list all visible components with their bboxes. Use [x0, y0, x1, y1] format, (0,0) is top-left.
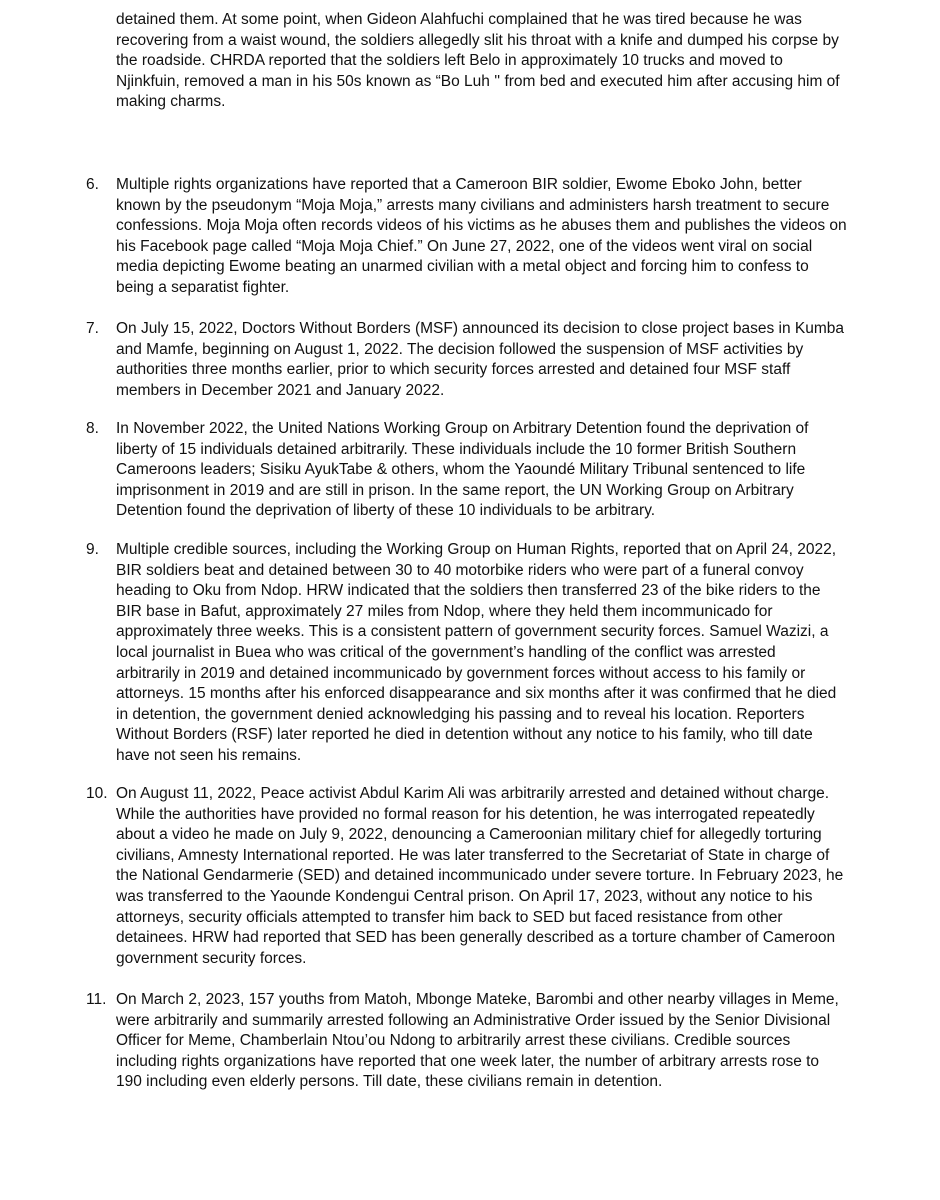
- list-item-number: 7.: [86, 320, 99, 337]
- paragraph-line: On March 2, 2023, 157 youths from Matoh, Mbonge Mateke, Barombi and other nearby villages in Meme,: [116, 991, 839, 1008]
- paragraph-line: were arbitrarily and summarily arrested following an Administrative Order issued by the Senior Divisional: [116, 1011, 831, 1029]
- paragraph-line: While the authorities have provided no formal reason for his detention, he was interrogated repeatedly: [116, 805, 815, 823]
- paragraph-line: Detention found the deprivation of liberty of these 10 individuals to be arbitrary.: [116, 502, 656, 520]
- paragraph-line: imprisonment in 2019 and are still in prison. In the same report, the UN Working Group on Arbitrary: [116, 481, 794, 499]
- paragraph-line: his Facebook page called “Moja Moja Chief.” On June 27, 2022, one of the videos went viral on social: [116, 237, 813, 255]
- list-item-text: [116, 990, 856, 1093]
- paragraph-line: civilians, Amnesty International reported. He was later transferred to the Secretariat of State in charge of: [116, 846, 830, 864]
- paragraph-line: have not seen his remains.: [116, 746, 302, 764]
- list-item-text: [116, 540, 856, 767]
- paragraph-line: Officer for Meme, Chamberlain Ntou’ou Ndong to arbitrarily arrest these civilians. Credible sources: [116, 1032, 791, 1050]
- paragraph-line: the roadside. CHRDA reported that the soldiers left Belo in approximately 10 trucks and moved to: [116, 52, 783, 70]
- list-item-text: [116, 419, 856, 522]
- paragraph-line: being a separatist fighter.: [116, 278, 290, 296]
- paragraph-line: In November 2022, the United Nations Working Group on Arbitrary Detention found the deprivation of: [116, 420, 809, 437]
- paragraph-line: Njinkfuin, removed a man in his 50s known as “Bo Luh '' from bed and executed him after accusing him of: [116, 72, 840, 90]
- paragraph-line: in detention, the government denied acknowledging his passing and to reveal his location. Reporters: [116, 705, 805, 723]
- paragraph-line: was transferred to the Yaounde Kondengui Central prison. On April 17, 2023, without any notice to his: [116, 887, 813, 905]
- list-item-number: 6.: [86, 176, 99, 193]
- paragraph-line: liberty of 15 individuals detained arbitrarily. These individuals include the 10 former British Southern: [116, 440, 797, 458]
- list-item-number: 11.: [86, 991, 107, 1008]
- list-item-text: [116, 784, 856, 969]
- paragraph-line: On August 11, 2022, Peace activist Abdul Karim Ali was arbitrarily arrested and detained without charge.: [116, 785, 830, 802]
- list-item-text: [116, 319, 856, 401]
- paragraph-line: 190 including even elderly persons. Till date, these civilians remain in detention.: [116, 1073, 663, 1091]
- paragraph-line: approximately three weeks. This is a consistent pattern of government security forces. Samuel Wazizi, a: [116, 623, 829, 641]
- paragraph-line: about a video he made on July 9, 2022, denouncing a Cameroonian military chief for allegedly torturing: [116, 826, 822, 844]
- paragraph-line: recovering from a waist wound, the soldiers allegedly slit his throat with a knife and dumped his corpse by: [116, 31, 839, 49]
- paragraph-line: BIR soldiers beat and detained between 30 to 40 motorbike riders who were part of a funeral convoy: [116, 561, 804, 579]
- paragraph-line: government security forces.: [116, 949, 307, 967]
- paragraph-line: BIR base in Bafut, approximately 27 miles from Ndop, where they held them incommunicado for: [116, 602, 773, 620]
- intro-paragraph: [116, 10, 856, 113]
- paragraph-line: confessions. Moja Moja often records videos of his victims as he abuses them and publishes the videos on: [116, 217, 847, 235]
- paragraph-line: known by the pseudonym “Moja Moja,” arrests many civilians and administers harsh treatment to secure: [116, 196, 830, 214]
- paragraph-line: members in December 2021 and January 2022.: [116, 381, 445, 399]
- paragraph-line: making charms.: [116, 93, 226, 111]
- paragraph-line: local journalist in Buea who was critical of the government’s handling of the conflict was arrested: [116, 643, 776, 661]
- paragraph-line: detainees. HRW had reported that SED has been generally described as a torture chamber of Cameroon: [116, 929, 836, 947]
- paragraph-line: Multiple credible sources, including the Working Group on Human Rights, reported that on April 24, 2022,: [116, 541, 837, 558]
- paragraph-line: On July 15, 2022, Doctors Without Borders (MSF) announced its decision to close project bases in Kumba: [116, 320, 844, 337]
- paragraph-line: the National Gendarmerie (SED) and detained incommunicado under severe torture. In February 2023, he: [116, 867, 844, 885]
- paragraph-line: and Mamfe, beginning on August 1, 2022. The decision followed the suspension of MSF activities by: [116, 340, 804, 358]
- list-item-number: 10.: [86, 785, 108, 802]
- paragraph-line: heading to Oku from Ndop. HRW indicated that the soldiers then transferred 23 of the bike riders to the: [116, 582, 821, 600]
- paragraph-line: media depicting Ewome beating an unarmed civilian with a metal object and forcing him to confess to: [116, 258, 809, 276]
- paragraph-line: detained them. At some point, when Gideon Alahfuchi complained that he was tired because he was: [116, 11, 802, 28]
- paragraph-line: authorities three months earlier, prior to which security forces arrested and detained four MSF staff: [116, 361, 791, 379]
- paragraph-line: including rights organizations have reported that one week later, the number of arbitrary arrests rose to: [116, 1052, 820, 1070]
- list-item-number: 8.: [86, 420, 99, 437]
- paragraph-line: attorneys, security officials attempted to transfer him back to SED but faced resistance from other: [116, 908, 783, 926]
- paragraph-line: Multiple rights organizations have reported that a Cameroon BIR soldier, Ewome Eboko John, better: [116, 176, 802, 193]
- list-item-number: 9.: [86, 541, 99, 558]
- paragraph-line: attorneys. 15 months after his enforced disappearance and six months after it was confirmed that he died: [116, 685, 837, 703]
- paragraph-line: Cameroons leaders; Sisiku AyukTabe & others, whom the Yaoundé Military Tribunal sentenced to life: [116, 461, 806, 479]
- paragraph-line: Without Borders (RSF) later reported he died in detention without any notice to his family, who till date: [116, 726, 813, 744]
- paragraph-line: arbitrarily in 2019 and detained incommunicado by government forces without access to his family or: [116, 664, 806, 682]
- list-item-text: [116, 175, 856, 299]
